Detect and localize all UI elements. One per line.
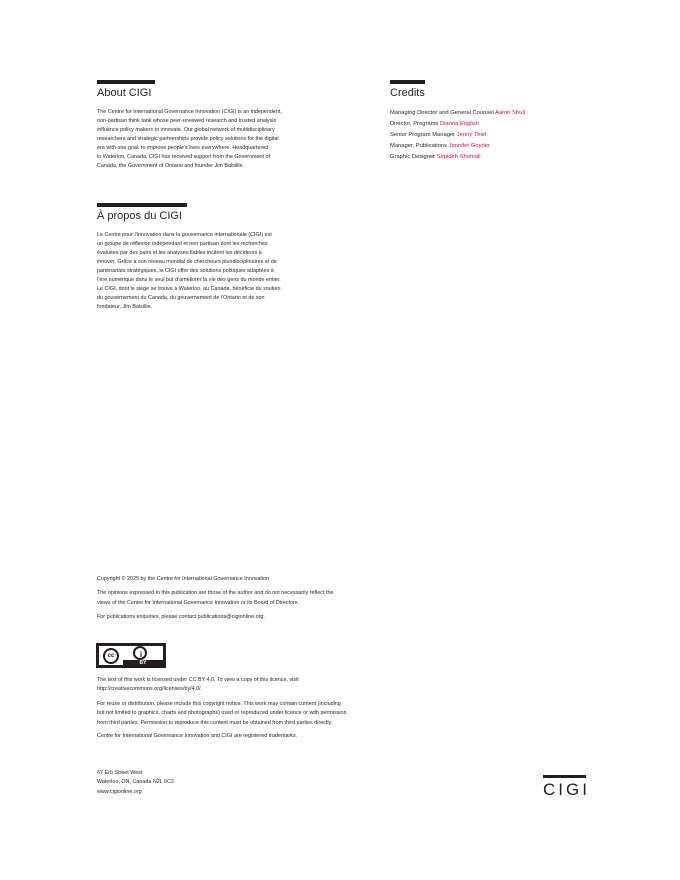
reuse-text: For reuse or distribution, please include this copyright notice. This work may contain content (including but not limited to graphics, charts and photographs) used or reproduced under licence or with permission from third parties. Permission to reproduce this content must be obtained from third parties directly. [97,700,347,726]
cc-by-license-badge [96,643,166,668]
copyright-line: Copyright © 2025 by the Centre for International Governance Innovation [97,576,270,582]
license-block [97,676,347,741]
copyright-block [97,575,347,623]
about-heading: About CIGI [97,87,152,99]
opinions-disclaimer: The opinions expressed in this publication are those of the author and do not necessarily reflect the views of the Centre for International Governance Innovation or its Board of Directors. [97,590,334,606]
credit-name: Sepideh Shomali [436,154,481,160]
about-line: era with one goal: to improve people’s lives everywhere. Headquartered [97,145,269,151]
credit-role: Director, Programs [390,121,439,127]
address-block [97,769,347,797]
apropos-body [97,231,329,312]
apropos-heading: À propos du CIGI [97,210,182,222]
credits-section [390,80,590,163]
website-link: www.cigionline.org [97,788,142,795]
about-body [97,108,329,171]
credits-heading: Credits [390,87,425,99]
logo-rule [543,775,586,778]
cigi-logo [543,775,590,799]
trademarks-text: Centre for International Governance Innovation and CIGI are registered trademarks. [97,733,298,740]
credit-role: Manager, Publications [390,143,448,149]
address-city: Waterloo, ON, Canada N2L 6C2 [97,779,174,786]
apropos-heading-rule [97,203,187,207]
cc-icon-text: cc [107,653,115,659]
credit-name: Jenny Thiel [456,132,487,138]
credit-row [390,108,590,119]
credit-row [390,141,590,152]
credit-role: Senior Program Manager [390,132,456,138]
about-section [97,80,329,171]
about-line: influence policy makers to innovate. Our global network of multidisciplinary [97,127,275,133]
about-line: researchers and strategic partnerships provide policy solutions for the digital [97,136,279,142]
about-line: in Waterloo, Canada, CIGI has received support from the Government of [97,154,270,160]
credits-heading-rule [390,80,425,84]
credit-role: Managing Director and General Counsel [390,110,494,116]
cc-by-label: BY [139,660,147,666]
apropos-line: évaluées par des pairs et les analyses fiables incitent les décideurs à [97,250,262,256]
credit-name: Aaron Shull [495,110,526,116]
credit-role: Graphic Designer [390,154,436,160]
credit-name: Dianna English [439,121,479,127]
apropos-line: fondateur, Jim Balsillie. [97,304,153,310]
cc-icon [103,648,119,664]
license-text: The text of this work is licensed under CC BY 4.0. To view a copy of this licence, visit http://creativecommons.org/licenses/by/4.0/. [97,677,299,693]
credits-list [390,108,590,163]
cc-badge-right-panel [123,646,163,660]
credit-row [390,130,590,141]
apropos-section [97,203,329,312]
about-heading-rule [97,80,155,84]
attribution-person-icon [133,646,147,660]
cc-badge-left-panel [99,646,123,665]
about-line: The Centre for International Governance Innovation (CIGI) is an independent, [97,109,282,115]
enquiries-line: For publications enquiries, please contact publications@cigionline.org. [97,614,265,621]
credit-row [390,119,590,130]
apropos-line: un groupe de réflexion indépendant et non partisan dont les recherches [97,241,268,247]
apropos-line: partenariats stratégiques, le CIGI offre des solutions politiques adaptées à [97,268,274,274]
apropos-line: innover. Grâce à son réseau mondial de chercheurs pluridisciplinaires et de [97,259,277,265]
address-street: 67 Erb Street West [97,770,143,776]
about-line: non-partisan think tank whose peer-reviewed research and trusted analysis [97,118,277,124]
about-line: Canada, the Government of Ontario and founder Jim Balsillie. [97,163,245,169]
apropos-line: du gouvernement du Canada, du gouvernement de l’Ontario et de son [97,295,265,301]
credit-name: Jennifer Goyder [448,143,490,149]
apropos-line: Le Centre pour l’innovation dans la gouvernance internationale (CIGI) est [97,232,272,238]
apropos-line: l’ère numérique dans le seul but d’améliorer la vie des gens du monde entier. [97,277,281,283]
logo-text: CIGI [543,780,590,799]
attribution-person-glyph: i [139,650,143,659]
apropos-line: Le CIGI, dont le siège se trouve à Waterloo, au Canada, bénéficie du soutien [97,286,281,292]
credit-row [390,152,590,163]
